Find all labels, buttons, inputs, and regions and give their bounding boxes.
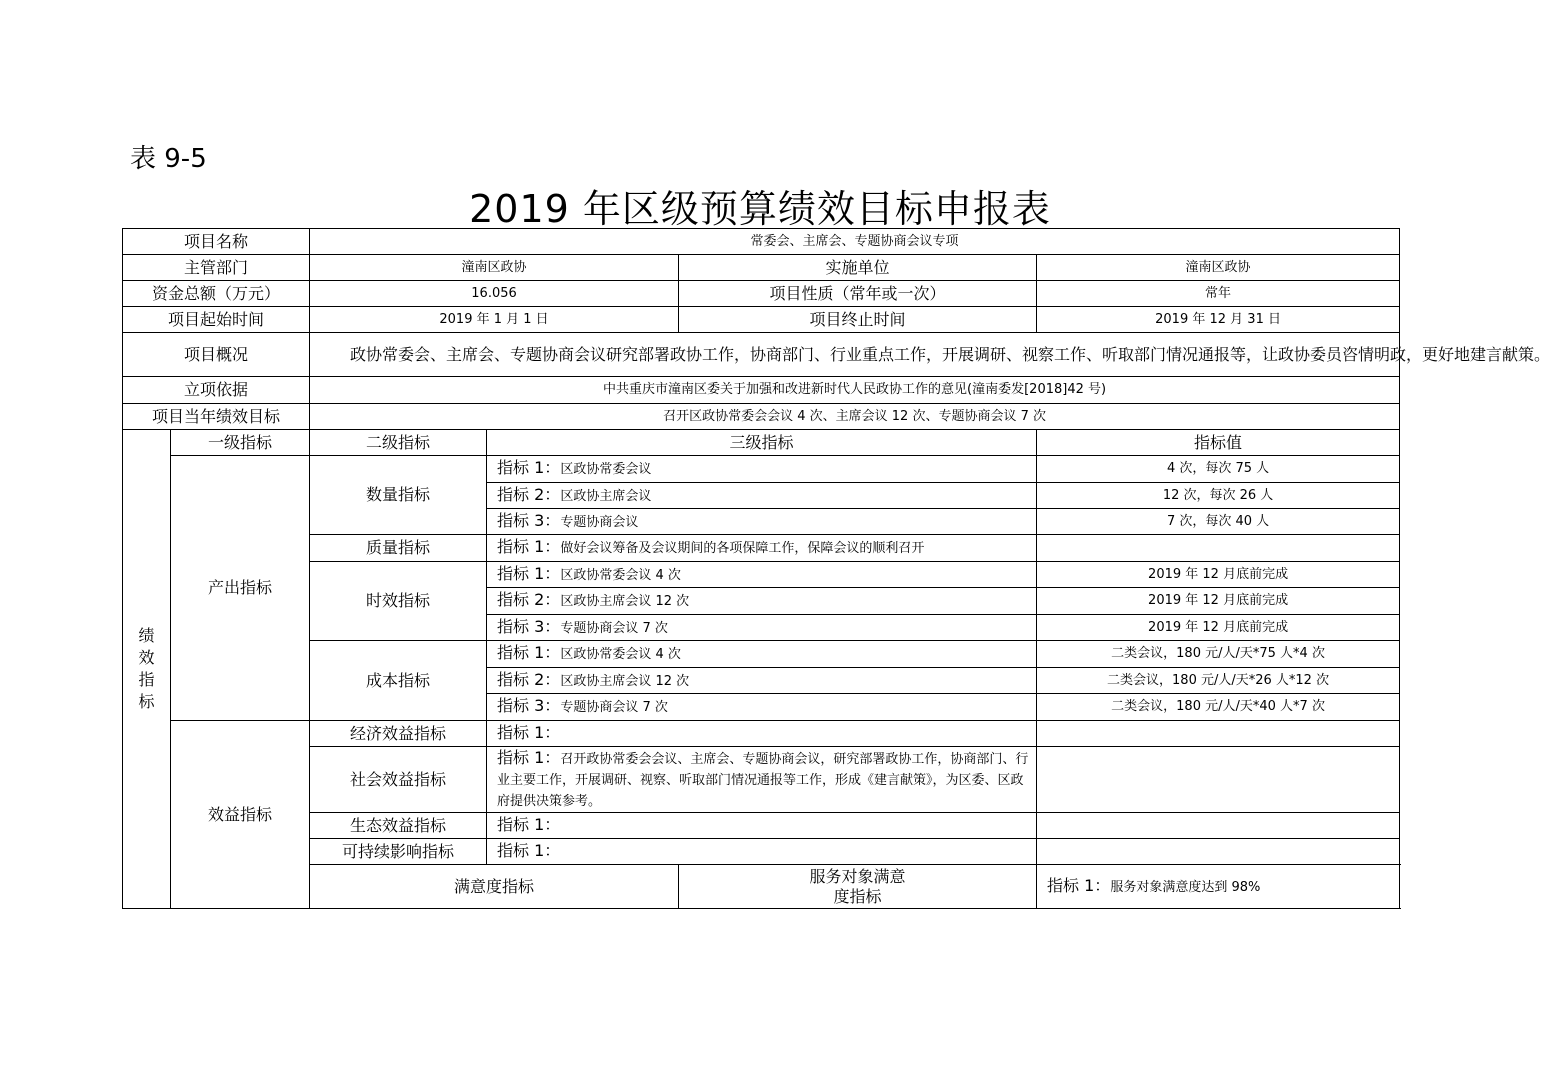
economic-label: 经济效益指标 [310, 721, 487, 747]
service-label: 服务对象满意度指标 [679, 865, 1037, 909]
sustainable-label: 可持续影响指标 [310, 839, 487, 865]
end-value: 2019 年 12 月 31 日 [1037, 307, 1400, 333]
cost-row: 指标 1：区政协常委会议 4 次 [487, 641, 1037, 668]
ecological-row: 指标 1： [487, 813, 1037, 839]
sustainable-row: 指标 1： [487, 839, 1037, 865]
social-value [1037, 747, 1400, 813]
cost-value: 二类会议，180 元/人/天*40 人*7 次 [1037, 694, 1400, 721]
budget-performance-table [122, 228, 1550, 909]
timeliness-label: 时效指标 [310, 562, 487, 641]
indicators-side-label: 绩效指标 [123, 430, 171, 909]
goal-value: 召开区政协常委会会议 4 次、主席会议 12 次、专题协商会议 7 次 [310, 404, 1400, 430]
quantity-row: 指标 2：区政协主席会议 [487, 483, 1037, 509]
quality-label: 质量指标 [310, 535, 487, 562]
end-label: 项目终止时间 [679, 307, 1037, 333]
overview-label: 项目概况 [123, 333, 310, 377]
timeliness-row: 指标 2：区政协主席会议 12 次 [487, 588, 1037, 615]
page-title: 2019 年区级预算绩效目标申报表 [469, 187, 1051, 231]
overview-value: 政协常委会、主席会、专题协商会议研究部署政协工作，协商部门、行业重点工作，开展调研、视察工作、听取部门情况通报等，让政协委员咨情明政，更好地建言献策。 [310, 333, 1400, 377]
social-row: 指标 1：召开政协常委会会议、主席会、专题协商会议，研究部署政协工作，协商部门、行业主要工作，开展调研、视察、听取部门情况通报等工作，形成《建言献策》，为区委、区政府提供决策参考。 [487, 747, 1037, 813]
project-name-label: 项目名称 [123, 229, 310, 255]
quantity-value: 7 次，每次 40 人 [1037, 509, 1400, 535]
table-number: 表 9-5 [130, 144, 207, 174]
cost-row: 指标 2：区政协主席会议 12 次 [487, 668, 1037, 694]
col-level3: 三级指标 [487, 430, 1037, 456]
ecological-value [1037, 813, 1400, 839]
quality-row: 指标 1：做好会议筹备及会议期间的各项保障工作，保障会议的顺利召开 [487, 535, 1037, 562]
timeliness-value: 2019 年 12 月底前完成 [1037, 562, 1400, 588]
impl-label: 实施单位 [679, 255, 1037, 281]
start-label: 项目起始时间 [123, 307, 310, 333]
cost-value: 二类会议，180 元/人/天*26 人*12 次 [1037, 668, 1400, 694]
nature-label: 项目性质（常年或一次） [679, 281, 1037, 307]
timeliness-row: 指标 1：区政协常委会议 4 次 [487, 562, 1037, 588]
social-label: 社会效益指标 [310, 747, 487, 813]
nature-value: 常年 [1037, 281, 1400, 307]
quality-value [1037, 535, 1400, 562]
timeliness-row: 指标 3：专题协商会议 7 次 [487, 615, 1037, 641]
quantity-value: 4 次，每次 75 人 [1037, 456, 1400, 483]
cost-row: 指标 3：专题协商会议 7 次 [487, 694, 1037, 721]
impl-value: 潼南区政协 [1037, 255, 1400, 281]
service-row: 指标 1：服务对象满意度达到 98% [1037, 865, 1400, 909]
col-level2: 二级指标 [310, 430, 487, 456]
quantity-row: 指标 1：区政协常委会议 [487, 456, 1037, 483]
col-level1: 一级指标 [171, 430, 310, 456]
start-value: 2019 年 1 月 1 日 [310, 307, 679, 333]
cost-value: 二类会议，180 元/人/天*75 人*4 次 [1037, 641, 1400, 668]
ecological-label: 生态效益指标 [310, 813, 487, 839]
sustainable-value [1037, 839, 1400, 865]
project-name-value: 常委会、主席会、专题协商会议专项 [310, 229, 1400, 255]
satisfaction-indicator-label: 满意度指标 [310, 865, 679, 909]
dept-label: 主管部门 [123, 255, 310, 281]
quantity-row: 指标 3：专题协商会议 [487, 509, 1037, 535]
basis-value: 中共重庆市潼南区委关于加强和改进新时代人民政协工作的意见(潼南委发[2018]42 号) [310, 377, 1400, 404]
economic-row: 指标 1： [487, 721, 1037, 747]
output-indicator-label: 产出指标 [171, 456, 310, 721]
quantity-label: 数量指标 [310, 456, 487, 535]
col-value: 指标值 [1037, 430, 1400, 456]
funds-label: 资金总额（万元） [123, 281, 310, 307]
benefit-indicator-label: 效益指标 [171, 721, 310, 909]
funds-value: 16.056 [310, 281, 679, 307]
basis-label: 立项依据 [123, 377, 310, 404]
dept-value: 潼南区政协 [310, 255, 679, 281]
timeliness-value: 2019 年 12 月底前完成 [1037, 615, 1400, 641]
timeliness-value: 2019 年 12 月底前完成 [1037, 588, 1400, 615]
goal-label: 项目当年绩效目标 [123, 404, 310, 430]
cost-label: 成本指标 [310, 641, 487, 721]
economic-value [1037, 721, 1400, 747]
quantity-value: 12 次，每次 26 人 [1037, 483, 1400, 509]
